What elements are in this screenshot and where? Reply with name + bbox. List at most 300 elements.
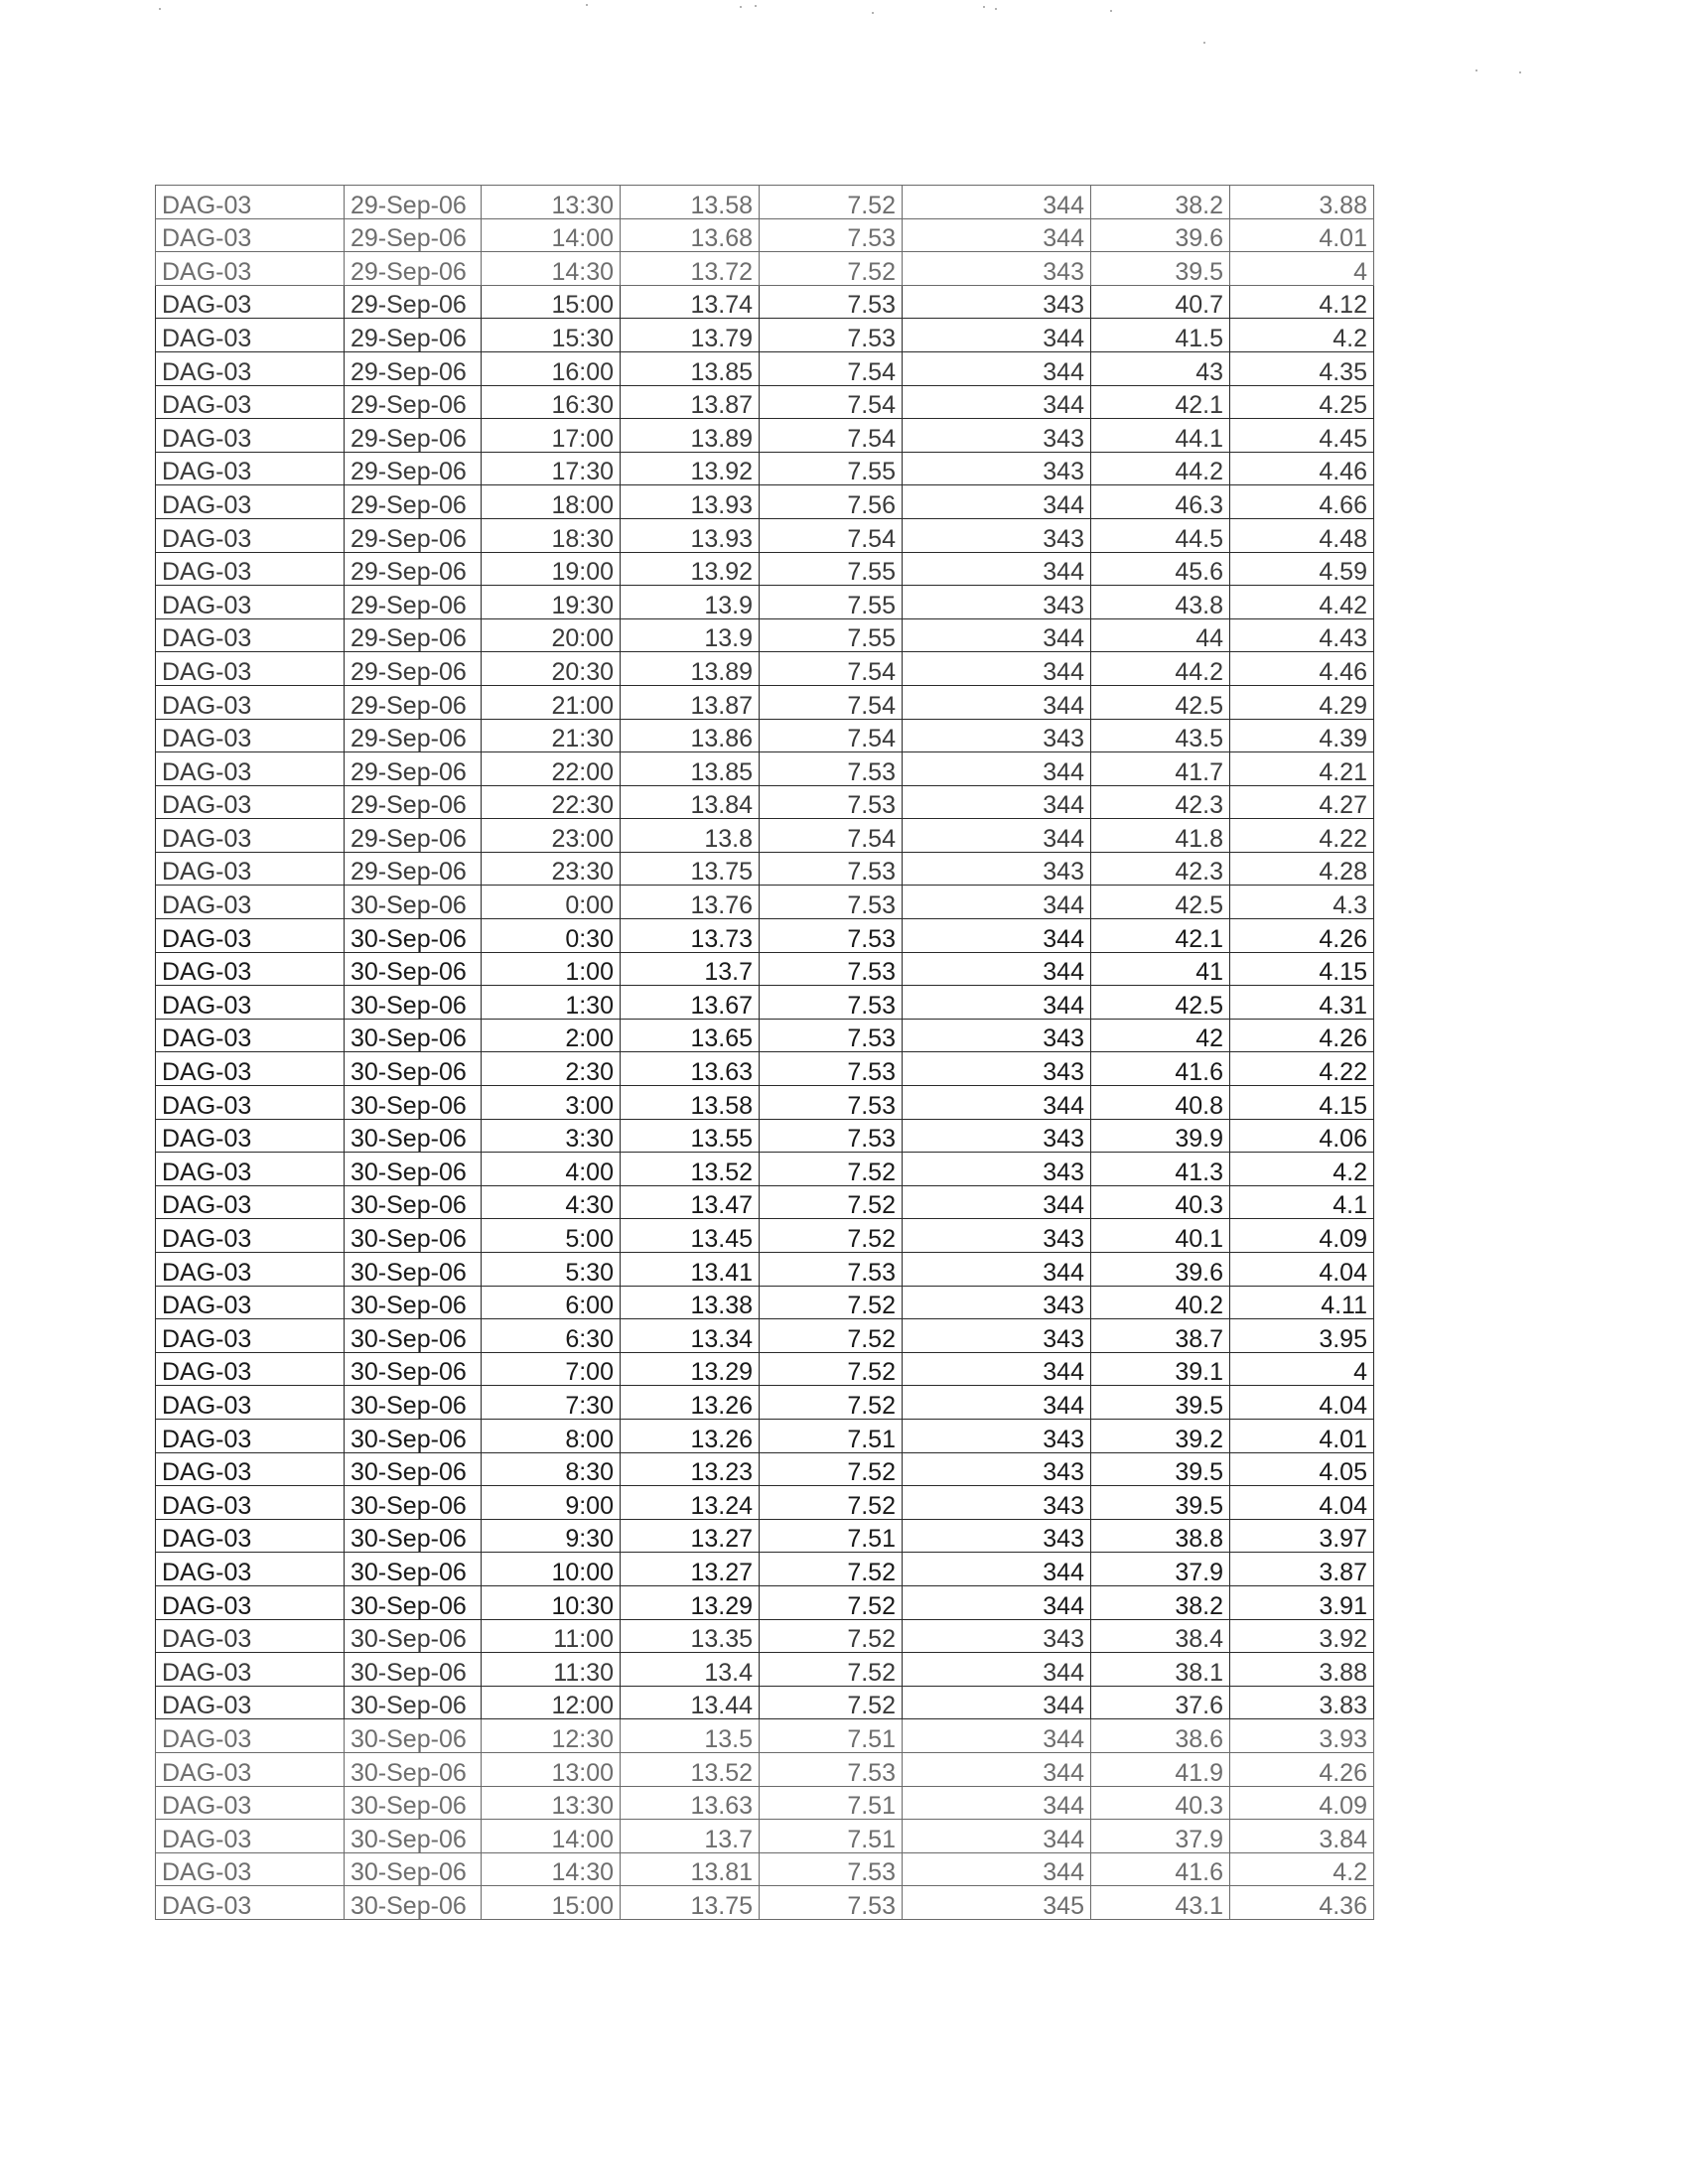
time-cell: 3:30 — [482, 1119, 621, 1153]
value-cell: 13.52 — [621, 1752, 760, 1786]
site-cell: DAG-03 — [156, 1352, 345, 1386]
time-cell: 13:30 — [482, 186, 621, 219]
value-cell: 344 — [903, 1253, 1091, 1287]
value-cell: 7.52 — [760, 1319, 903, 1353]
value-cell: 13.35 — [621, 1619, 760, 1653]
date-cell: 29-Sep-06 — [345, 186, 482, 219]
time-cell: 11:30 — [482, 1653, 621, 1687]
scan-speck — [755, 5, 757, 7]
value-cell: 343 — [903, 1452, 1091, 1486]
value-cell: 39.5 — [1091, 1452, 1230, 1486]
scan-speck — [1519, 71, 1521, 73]
scan-speck — [983, 6, 985, 8]
value-cell: 344 — [903, 919, 1091, 953]
value-cell: 40.1 — [1091, 1219, 1230, 1253]
table-row — [156, 1086, 1374, 1120]
value-cell: 7.53 — [760, 285, 903, 319]
value-cell: 13.75 — [621, 852, 760, 886]
site-cell: DAG-03 — [156, 1419, 345, 1452]
table-row — [156, 1319, 1374, 1353]
value-cell: 39.6 — [1091, 1253, 1230, 1287]
time-cell: 3:00 — [482, 1086, 621, 1120]
value-cell: 7.52 — [760, 1619, 903, 1653]
value-cell: 4.42 — [1230, 586, 1374, 619]
date-cell: 30-Sep-06 — [345, 1820, 482, 1853]
table-row — [156, 1019, 1374, 1052]
time-cell: 10:30 — [482, 1585, 621, 1619]
value-cell: 3.87 — [1230, 1553, 1374, 1586]
value-cell: 13.89 — [621, 652, 760, 686]
time-cell: 18:30 — [482, 518, 621, 552]
value-cell: 4.09 — [1230, 1786, 1374, 1820]
value-cell: 7.52 — [760, 1486, 903, 1520]
value-cell: 7.53 — [760, 919, 903, 953]
value-cell: 37.6 — [1091, 1686, 1230, 1719]
value-cell: 344 — [903, 1185, 1091, 1219]
value-cell: 4.05 — [1230, 1452, 1374, 1486]
table-row — [156, 1786, 1374, 1820]
value-cell: 7.52 — [760, 1452, 903, 1486]
table-row — [156, 919, 1374, 953]
date-cell: 30-Sep-06 — [345, 1852, 482, 1886]
value-cell: 7.54 — [760, 351, 903, 385]
value-cell: 3.91 — [1230, 1585, 1374, 1619]
value-cell: 41.3 — [1091, 1153, 1230, 1186]
time-cell: 16:00 — [482, 351, 621, 385]
site-cell: DAG-03 — [156, 919, 345, 953]
table-row — [156, 1452, 1374, 1486]
value-cell: 3.93 — [1230, 1719, 1374, 1753]
value-cell: 3.92 — [1230, 1619, 1374, 1653]
value-cell: 7.53 — [760, 319, 903, 352]
value-cell: 7.54 — [760, 385, 903, 419]
time-cell: 13:30 — [482, 1786, 621, 1820]
date-cell: 29-Sep-06 — [345, 719, 482, 752]
time-cell: 14:00 — [482, 218, 621, 252]
value-cell: 13.85 — [621, 752, 760, 786]
value-cell: 343 — [903, 1286, 1091, 1319]
table-row — [156, 1686, 1374, 1719]
value-cell: 344 — [903, 685, 1091, 719]
date-cell: 30-Sep-06 — [345, 1253, 482, 1287]
date-cell: 30-Sep-06 — [345, 1752, 482, 1786]
value-cell: 4.15 — [1230, 1086, 1374, 1120]
value-cell: 39.9 — [1091, 1119, 1230, 1153]
site-cell: DAG-03 — [156, 1219, 345, 1253]
time-cell: 19:00 — [482, 552, 621, 586]
value-cell: 13.65 — [621, 1019, 760, 1052]
value-cell: 3.88 — [1230, 186, 1374, 219]
value-cell: 13.67 — [621, 986, 760, 1020]
value-cell: 42.1 — [1091, 919, 1230, 953]
site-cell: DAG-03 — [156, 1553, 345, 1586]
date-cell: 30-Sep-06 — [345, 1653, 482, 1687]
value-cell: 344 — [903, 1752, 1091, 1786]
value-cell: 344 — [903, 785, 1091, 819]
table-body — [156, 186, 1374, 1920]
table-row — [156, 218, 1374, 252]
table-row — [156, 952, 1374, 986]
value-cell: 343 — [903, 518, 1091, 552]
value-cell: 344 — [903, 886, 1091, 919]
value-cell: 13.8 — [621, 819, 760, 853]
table-row — [156, 419, 1374, 453]
time-cell: 8:00 — [482, 1419, 621, 1452]
value-cell: 37.9 — [1091, 1553, 1230, 1586]
value-cell: 46.3 — [1091, 485, 1230, 519]
time-cell: 1:30 — [482, 986, 621, 1020]
scan-speck — [740, 6, 742, 8]
value-cell: 43.5 — [1091, 719, 1230, 752]
site-cell: DAG-03 — [156, 385, 345, 419]
value-cell: 4.26 — [1230, 1752, 1374, 1786]
value-cell: 343 — [903, 719, 1091, 752]
value-cell: 7.52 — [760, 1585, 903, 1619]
time-cell: 20:30 — [482, 652, 621, 686]
date-cell: 30-Sep-06 — [345, 1719, 482, 1753]
date-cell: 29-Sep-06 — [345, 785, 482, 819]
table-row — [156, 1052, 1374, 1086]
value-cell: 7.53 — [760, 1086, 903, 1120]
site-cell: DAG-03 — [156, 319, 345, 352]
value-cell: 4.2 — [1230, 1852, 1374, 1886]
value-cell: 13.7 — [621, 952, 760, 986]
scan-speck — [1203, 42, 1205, 44]
site-cell: DAG-03 — [156, 1086, 345, 1120]
value-cell: 13.58 — [621, 186, 760, 219]
value-cell: 344 — [903, 1553, 1091, 1586]
value-cell: 4.46 — [1230, 652, 1374, 686]
value-cell: 13.81 — [621, 1852, 760, 1886]
value-cell: 13.75 — [621, 1886, 760, 1920]
value-cell: 343 — [903, 285, 1091, 319]
value-cell: 7.51 — [760, 1786, 903, 1820]
time-cell: 2:00 — [482, 1019, 621, 1052]
value-cell: 7.51 — [760, 1719, 903, 1753]
table-row — [156, 1820, 1374, 1853]
value-cell: 4.26 — [1230, 919, 1374, 953]
value-cell: 344 — [903, 319, 1091, 352]
date-cell: 29-Sep-06 — [345, 819, 482, 853]
scan-speck — [1475, 69, 1477, 71]
date-cell: 29-Sep-06 — [345, 518, 482, 552]
time-cell: 17:30 — [482, 452, 621, 485]
site-cell: DAG-03 — [156, 1886, 345, 1920]
site-cell: DAG-03 — [156, 351, 345, 385]
value-cell: 7.52 — [760, 1185, 903, 1219]
date-cell: 30-Sep-06 — [345, 1219, 482, 1253]
date-cell: 30-Sep-06 — [345, 1619, 482, 1653]
value-cell: 41.8 — [1091, 819, 1230, 853]
date-cell: 30-Sep-06 — [345, 1519, 482, 1553]
value-cell: 4.2 — [1230, 319, 1374, 352]
site-cell: DAG-03 — [156, 518, 345, 552]
value-cell: 343 — [903, 586, 1091, 619]
value-cell: 343 — [903, 252, 1091, 286]
date-cell: 29-Sep-06 — [345, 385, 482, 419]
date-cell: 30-Sep-06 — [345, 1086, 482, 1120]
value-cell: 4.15 — [1230, 952, 1374, 986]
value-cell: 344 — [903, 218, 1091, 252]
value-cell: 13.93 — [621, 485, 760, 519]
data-table — [155, 185, 1374, 1920]
site-cell: DAG-03 — [156, 1719, 345, 1753]
value-cell: 4.39 — [1230, 719, 1374, 752]
time-cell: 23:30 — [482, 852, 621, 886]
value-cell: 4.04 — [1230, 1386, 1374, 1420]
value-cell: 4.21 — [1230, 752, 1374, 786]
time-cell: 15:00 — [482, 1886, 621, 1920]
value-cell: 344 — [903, 1352, 1091, 1386]
value-cell: 7.52 — [760, 1386, 903, 1420]
value-cell: 13.44 — [621, 1686, 760, 1719]
date-cell: 29-Sep-06 — [345, 552, 482, 586]
value-cell: 38.7 — [1091, 1319, 1230, 1353]
value-cell: 13.63 — [621, 1052, 760, 1086]
table-row — [156, 685, 1374, 719]
value-cell: 39.6 — [1091, 218, 1230, 252]
value-cell: 7.54 — [760, 419, 903, 453]
date-cell: 30-Sep-06 — [345, 1786, 482, 1820]
date-cell: 30-Sep-06 — [345, 952, 482, 986]
value-cell: 13.85 — [621, 351, 760, 385]
value-cell: 4.46 — [1230, 452, 1374, 485]
site-cell: DAG-03 — [156, 1585, 345, 1619]
value-cell: 344 — [903, 1686, 1091, 1719]
site-cell: DAG-03 — [156, 1386, 345, 1420]
value-cell: 13.86 — [621, 719, 760, 752]
date-cell: 29-Sep-06 — [345, 685, 482, 719]
table-row — [156, 1486, 1374, 1520]
site-cell: DAG-03 — [156, 419, 345, 453]
value-cell: 13.34 — [621, 1319, 760, 1353]
value-cell: 343 — [903, 1419, 1091, 1452]
value-cell: 7.53 — [760, 952, 903, 986]
value-cell: 13.41 — [621, 1253, 760, 1287]
date-cell: 30-Sep-06 — [345, 1019, 482, 1052]
value-cell: 38.2 — [1091, 186, 1230, 219]
value-cell: 44.2 — [1091, 452, 1230, 485]
value-cell: 7.52 — [760, 1553, 903, 1586]
value-cell: 39.5 — [1091, 1486, 1230, 1520]
date-cell: 30-Sep-06 — [345, 1585, 482, 1619]
value-cell: 13.47 — [621, 1185, 760, 1219]
value-cell: 40.3 — [1091, 1185, 1230, 1219]
scan-speck — [1110, 10, 1112, 12]
date-cell: 30-Sep-06 — [345, 886, 482, 919]
value-cell: 343 — [903, 452, 1091, 485]
table-row — [156, 1519, 1374, 1553]
table-row — [156, 351, 1374, 385]
time-cell: 11:00 — [482, 1619, 621, 1653]
value-cell: 13.38 — [621, 1286, 760, 1319]
site-cell: DAG-03 — [156, 252, 345, 286]
value-cell: 7.54 — [760, 719, 903, 752]
value-cell: 4.36 — [1230, 1886, 1374, 1920]
date-cell: 30-Sep-06 — [345, 1352, 482, 1386]
value-cell: 39.5 — [1091, 1386, 1230, 1420]
table-row — [156, 886, 1374, 919]
value-cell: 7.52 — [760, 1653, 903, 1687]
table-row — [156, 752, 1374, 786]
value-cell: 344 — [903, 552, 1091, 586]
value-cell: 7.52 — [760, 1686, 903, 1719]
table-row — [156, 1352, 1374, 1386]
site-cell: DAG-03 — [156, 452, 345, 485]
site-cell: DAG-03 — [156, 1052, 345, 1086]
value-cell: 13.58 — [621, 1086, 760, 1120]
value-cell: 13.93 — [621, 518, 760, 552]
time-cell: 9:00 — [482, 1486, 621, 1520]
value-cell: 13.84 — [621, 785, 760, 819]
date-cell: 29-Sep-06 — [345, 652, 482, 686]
value-cell: 344 — [903, 485, 1091, 519]
value-cell: 38.1 — [1091, 1653, 1230, 1687]
time-cell: 15:30 — [482, 319, 621, 352]
site-cell: DAG-03 — [156, 685, 345, 719]
value-cell: 13.4 — [621, 1653, 760, 1687]
site-cell: DAG-03 — [156, 1286, 345, 1319]
time-cell: 5:30 — [482, 1253, 621, 1287]
value-cell: 344 — [903, 1386, 1091, 1420]
date-cell: 29-Sep-06 — [345, 285, 482, 319]
site-cell: DAG-03 — [156, 1820, 345, 1853]
value-cell: 13.7 — [621, 1820, 760, 1853]
value-cell: 4.59 — [1230, 552, 1374, 586]
value-cell: 7.52 — [760, 252, 903, 286]
value-cell: 4.27 — [1230, 785, 1374, 819]
value-cell: 3.88 — [1230, 1653, 1374, 1687]
time-cell: 16:30 — [482, 385, 621, 419]
value-cell: 344 — [903, 618, 1091, 652]
value-cell: 13.72 — [621, 252, 760, 286]
site-cell: DAG-03 — [156, 952, 345, 986]
table-row — [156, 1153, 1374, 1186]
scan-speck — [159, 8, 161, 10]
site-cell: DAG-03 — [156, 552, 345, 586]
value-cell: 42.1 — [1091, 385, 1230, 419]
value-cell: 4.01 — [1230, 1419, 1374, 1452]
time-cell: 21:00 — [482, 685, 621, 719]
date-cell: 29-Sep-06 — [345, 618, 482, 652]
value-cell: 7.54 — [760, 819, 903, 853]
site-cell: DAG-03 — [156, 1153, 345, 1186]
table-row — [156, 986, 1374, 1020]
value-cell: 13.52 — [621, 1153, 760, 1186]
date-cell: 30-Sep-06 — [345, 1119, 482, 1153]
site-cell: DAG-03 — [156, 1119, 345, 1153]
value-cell: 38.8 — [1091, 1519, 1230, 1553]
value-cell: 44.5 — [1091, 518, 1230, 552]
value-cell: 7.51 — [760, 1419, 903, 1452]
date-cell: 30-Sep-06 — [345, 1286, 482, 1319]
value-cell: 44 — [1091, 618, 1230, 652]
time-cell: 1:00 — [482, 952, 621, 986]
value-cell: 7.53 — [760, 1052, 903, 1086]
value-cell: 7.55 — [760, 452, 903, 485]
value-cell: 4 — [1230, 252, 1374, 286]
value-cell: 13.89 — [621, 419, 760, 453]
value-cell: 7.52 — [760, 1219, 903, 1253]
value-cell: 7.53 — [760, 1752, 903, 1786]
time-cell: 7:30 — [482, 1386, 621, 1420]
value-cell: 7.51 — [760, 1519, 903, 1553]
value-cell: 3.83 — [1230, 1686, 1374, 1719]
table-row — [156, 385, 1374, 419]
value-cell: 4.22 — [1230, 1052, 1374, 1086]
table-row — [156, 819, 1374, 853]
value-cell: 344 — [903, 186, 1091, 219]
value-cell: 4.12 — [1230, 285, 1374, 319]
value-cell: 7.55 — [760, 618, 903, 652]
value-cell: 3.84 — [1230, 1820, 1374, 1853]
table-row — [156, 1585, 1374, 1619]
value-cell: 7.53 — [760, 1852, 903, 1886]
date-cell: 29-Sep-06 — [345, 351, 482, 385]
date-cell: 30-Sep-06 — [345, 1153, 482, 1186]
table-row — [156, 452, 1374, 485]
date-cell: 29-Sep-06 — [345, 218, 482, 252]
value-cell: 13.68 — [621, 218, 760, 252]
table-row — [156, 586, 1374, 619]
table-row — [156, 518, 1374, 552]
site-cell: DAG-03 — [156, 652, 345, 686]
value-cell: 4.04 — [1230, 1486, 1374, 1520]
value-cell: 43.1 — [1091, 1886, 1230, 1920]
value-cell: 7.53 — [760, 218, 903, 252]
value-cell: 43 — [1091, 351, 1230, 385]
value-cell: 343 — [903, 1019, 1091, 1052]
value-cell: 13.92 — [621, 552, 760, 586]
value-cell: 3.97 — [1230, 1519, 1374, 1553]
value-cell: 4.22 — [1230, 819, 1374, 853]
value-cell: 40.2 — [1091, 1286, 1230, 1319]
value-cell: 13.29 — [621, 1352, 760, 1386]
value-cell: 4.11 — [1230, 1286, 1374, 1319]
site-cell: DAG-03 — [156, 1519, 345, 1553]
table-row — [156, 1286, 1374, 1319]
value-cell: 344 — [903, 1653, 1091, 1687]
table-row — [156, 1253, 1374, 1287]
table-row — [156, 1553, 1374, 1586]
value-cell: 13.9 — [621, 618, 760, 652]
value-cell: 13.87 — [621, 685, 760, 719]
value-cell: 38.4 — [1091, 1619, 1230, 1653]
time-cell: 4:30 — [482, 1185, 621, 1219]
site-cell: DAG-03 — [156, 852, 345, 886]
value-cell: 344 — [903, 952, 1091, 986]
scan-speck — [995, 8, 997, 10]
value-cell: 4.3 — [1230, 886, 1374, 919]
time-cell: 15:00 — [482, 285, 621, 319]
value-cell: 4.35 — [1230, 351, 1374, 385]
time-cell: 22:00 — [482, 752, 621, 786]
table-row — [156, 319, 1374, 352]
value-cell: 4.31 — [1230, 986, 1374, 1020]
value-cell: 13.63 — [621, 1786, 760, 1820]
site-cell: DAG-03 — [156, 1653, 345, 1687]
site-cell: DAG-03 — [156, 1253, 345, 1287]
value-cell: 343 — [903, 852, 1091, 886]
value-cell: 40.7 — [1091, 285, 1230, 319]
value-cell: 13.24 — [621, 1486, 760, 1520]
value-cell: 343 — [903, 1486, 1091, 1520]
value-cell: 4.43 — [1230, 618, 1374, 652]
site-cell: DAG-03 — [156, 1752, 345, 1786]
value-cell: 39.1 — [1091, 1352, 1230, 1386]
value-cell: 344 — [903, 1585, 1091, 1619]
value-cell: 13.45 — [621, 1219, 760, 1253]
